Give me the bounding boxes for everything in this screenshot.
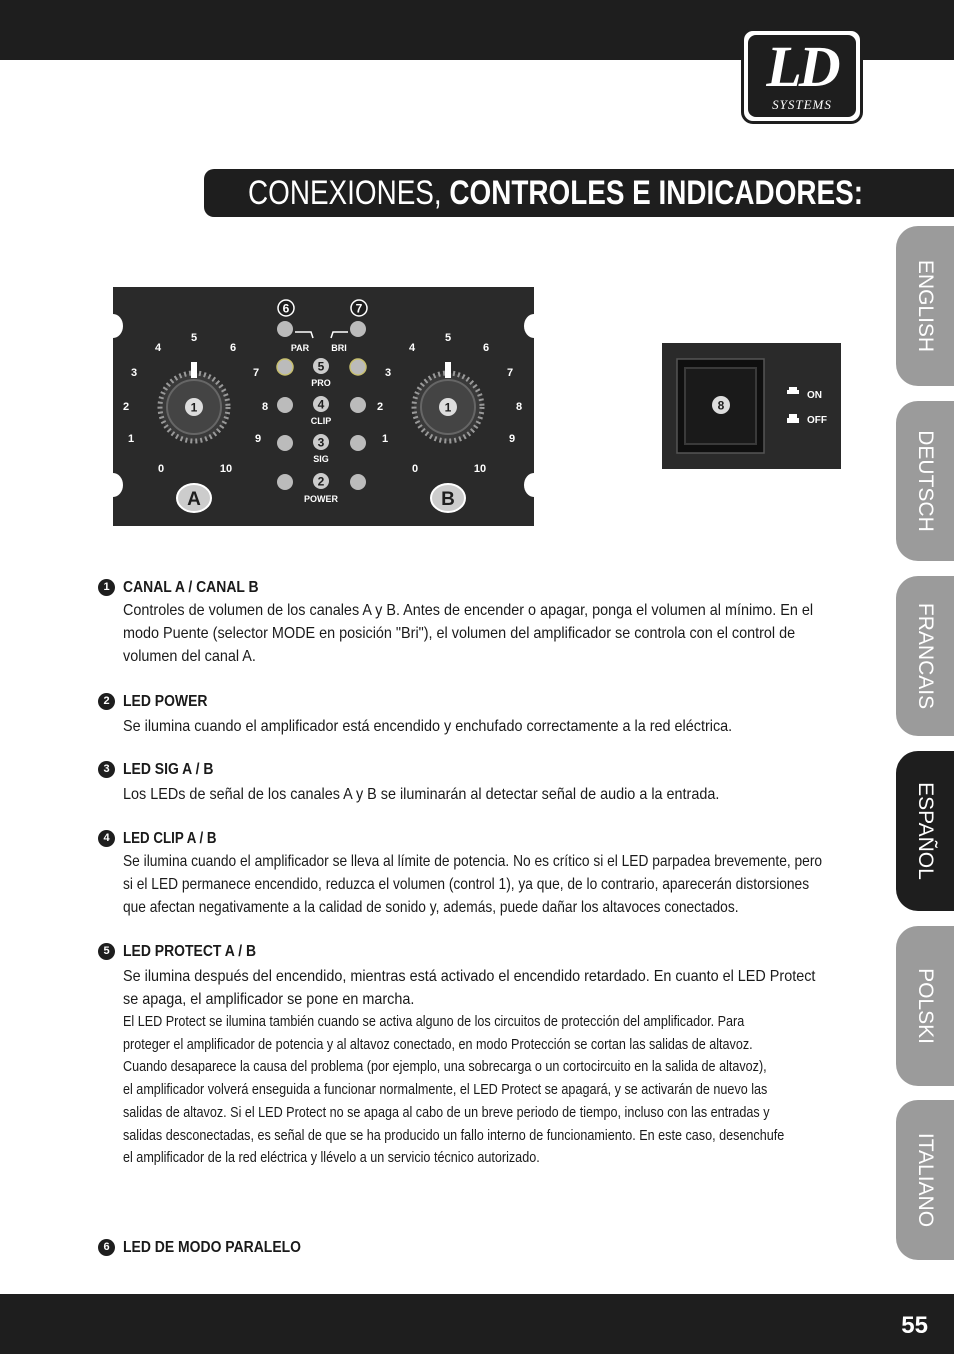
panel-notch [113, 473, 123, 497]
section-title-bar [204, 169, 954, 217]
item-heading: LED SIG A / B [123, 761, 214, 778]
tab-polski[interactable] [896, 926, 954, 1086]
item-heading: LED POWER [123, 693, 208, 710]
callout-4: 4 [317, 397, 325, 412]
item-1 [103, 576, 853, 668]
bri-label: BRI [331, 343, 347, 353]
power-label: POWER [303, 494, 339, 504]
item-6 [103, 1236, 853, 1259]
pro-label: PRO [311, 378, 331, 388]
volume-knob-b [414, 362, 482, 441]
sig-led-group [277, 434, 366, 464]
sig-label: SIG [313, 454, 329, 464]
item-small-line: el amplificador volverá enseguida a funcionar normalmente, el LED Protect se apagará, y se activarán de nuevo las [123, 1081, 768, 1099]
item-3 [103, 758, 853, 806]
item-number-badge: 4 [98, 830, 115, 847]
item-heading: LED PROTECT A / B [123, 943, 257, 960]
logo-main-text: LD [766, 34, 838, 99]
scale-label: 2 [376, 401, 384, 413]
scale-label: 10 [219, 463, 233, 475]
channel-b-badge [431, 484, 465, 512]
bri-led [350, 321, 366, 337]
tab-label: ITALIANO [914, 1132, 937, 1228]
scale-label: 7 [252, 367, 260, 379]
title-bold: CONTROLES E INDICADORES: [449, 174, 863, 212]
knob-callout: 1 [190, 400, 198, 415]
tab-label: ENGLISH [914, 259, 937, 353]
clip-led-group [277, 396, 366, 426]
off-symbol [787, 418, 799, 423]
channel-b-label: B [441, 489, 455, 510]
tab-label: DEUTSCH [914, 430, 937, 532]
tab-espanol[interactable] [896, 751, 954, 911]
panel-notch [524, 314, 534, 338]
item-heading: LED DE MODO PARALELO [123, 1239, 302, 1256]
item-text-line: Se ilumina cuando el amplificador está encendido y enchufado correctamente a la red eléctrica. [123, 718, 733, 735]
callout-3: 3 [317, 435, 325, 450]
scale-label: 1 [127, 433, 135, 445]
item-text-line: se apaga, el amplificador se pone en marcha. [123, 991, 415, 1008]
off-label: OFF [807, 415, 827, 426]
item-small-line: salidas desconectadas, es señal de que se ha producido un fallo interno de funcionamiento. En este caso, desenchufe [123, 1126, 785, 1144]
item-text-line: si el LED permanece encendido, reduzca el volumen (control 1), ya que, de lo contrario, aparecerán distorsiones [123, 876, 810, 893]
volume-knob-a [160, 362, 228, 441]
item-small-line: salidas de altavoz. Si el LED Protect no se apaga al cabo de un breve periodo de tiempo, incluso con las entradas y [123, 1103, 770, 1121]
mode-led-group [277, 300, 367, 353]
item-number-badge: 3 [98, 761, 115, 778]
scale-label: 9 [508, 433, 516, 445]
scale-label: 2 [122, 401, 130, 413]
logo-sub-text: SYSTEMS [772, 97, 832, 112]
item-text-line: volumen del canal A. [123, 648, 256, 665]
scale-label: 8 [515, 401, 523, 413]
scale-label: 3 [130, 367, 138, 379]
callout-7: 7 [355, 301, 363, 316]
on-symbol [787, 390, 799, 394]
scale-label: 4 [408, 342, 416, 354]
callout-5: 5 [317, 359, 325, 374]
scale-label: 1 [381, 433, 389, 445]
item-small-line: el amplificador de la red eléctrica y llévelo a un servicio técnico autorizado. [123, 1149, 540, 1167]
pro-led-group [277, 358, 366, 388]
knob-callout: 1 [444, 400, 452, 415]
par-label: PAR [290, 343, 310, 353]
scale-label: 6 [482, 342, 490, 354]
item-text-line: Se ilumina después del encendido, mientras está activado el encendido retardado. En cuanto el LED Protect [123, 968, 816, 985]
section-title [248, 173, 863, 213]
tab-italiano[interactable] [896, 1100, 954, 1260]
tab-francais[interactable] [896, 576, 954, 736]
item-2 [103, 690, 853, 738]
power-led-group [277, 473, 366, 504]
title-thin: CONEXIONES, [248, 174, 442, 212]
power-switch-svg [662, 343, 841, 469]
tab-label: ESPAÑOL [914, 782, 937, 880]
clip-label: CLIP [310, 416, 332, 426]
item-small-line: El LED Protect se ilumina también cuando se activa alguno de los circuitos de protección del amplificador. Para [123, 1013, 745, 1030]
power-switch-illustration [662, 343, 841, 469]
callout-8: 8 [717, 398, 725, 413]
tab-deutsch[interactable] [896, 401, 954, 561]
panel-notch [113, 314, 123, 338]
item-text-line: que afectan negativamente a la calidad de sonido y, además, puede dañar los altavoces conectados. [123, 899, 739, 916]
par-led [277, 321, 293, 337]
scale-label: 0 [157, 463, 165, 475]
panel-notch [524, 473, 534, 497]
scale-label: 0 [411, 463, 419, 475]
item-text-line: modo Puente (selector MODE en posición "Bri"), el volumen del amplificador se controla con el control de [123, 625, 796, 642]
channel-a-label: A [187, 489, 201, 510]
item-text-line: Los LEDs de señal de los canales A y B se iluminarán al detectar señal de audio a la entrada. [123, 786, 720, 803]
callout-6: 6 [282, 301, 290, 316]
scale-label: 5 [444, 332, 452, 344]
page-number: 55 [901, 1312, 928, 1339]
scale-label: 10 [473, 463, 487, 475]
scale-label: 8 [261, 401, 269, 413]
tab-label: POLSKI [914, 968, 937, 1044]
callout-2: 2 [317, 474, 325, 489]
item-number-badge: 5 [98, 943, 115, 960]
item-heading: LED CLIP A / B [123, 830, 217, 847]
item-number-badge: 1 [98, 579, 115, 596]
tab-english[interactable] [896, 226, 954, 386]
channel-a-badge [177, 484, 211, 512]
scale-label: 3 [384, 367, 392, 379]
item-text-line: Controles de volumen de los canales A y B. Antes de encender o apagar, ponga el volumen al mínimo. En el [123, 602, 814, 619]
scale-label: 4 [154, 342, 162, 354]
item-text-line: Se ilumina cuando el amplificador se lleva al límite de potencia. No es crítico si el LED parpadea brevemente, pero [123, 853, 823, 870]
front-panel-svg [113, 287, 534, 526]
item-heading: CANAL A / CANAL B [123, 579, 259, 596]
item-5 [103, 940, 853, 1170]
item-small-line: Cuando desaparece la causa del problema (por ejemplo, una sobrecarga o un cortocircuito en la salida de altavoz), [123, 1058, 767, 1076]
item-number-badge: 2 [98, 693, 115, 710]
front-panel-illustration [113, 287, 534, 526]
scale-label: 5 [190, 332, 198, 344]
item-small-line: proteger el amplificador de potencia y al altavoz conectado, en modo Protección se cortan las salidas de altavoz. [123, 1035, 753, 1053]
tab-label: FRANCAIS [914, 602, 937, 710]
on-label: ON [807, 390, 822, 401]
bottom-bar [0, 1294, 954, 1354]
item-number-badge: 6 [98, 1239, 115, 1256]
scale-label: 7 [506, 367, 514, 379]
ld-systems-logo [741, 28, 863, 124]
scale-label: 6 [229, 342, 237, 354]
scale-label: 9 [254, 433, 262, 445]
item-4 [103, 827, 853, 919]
